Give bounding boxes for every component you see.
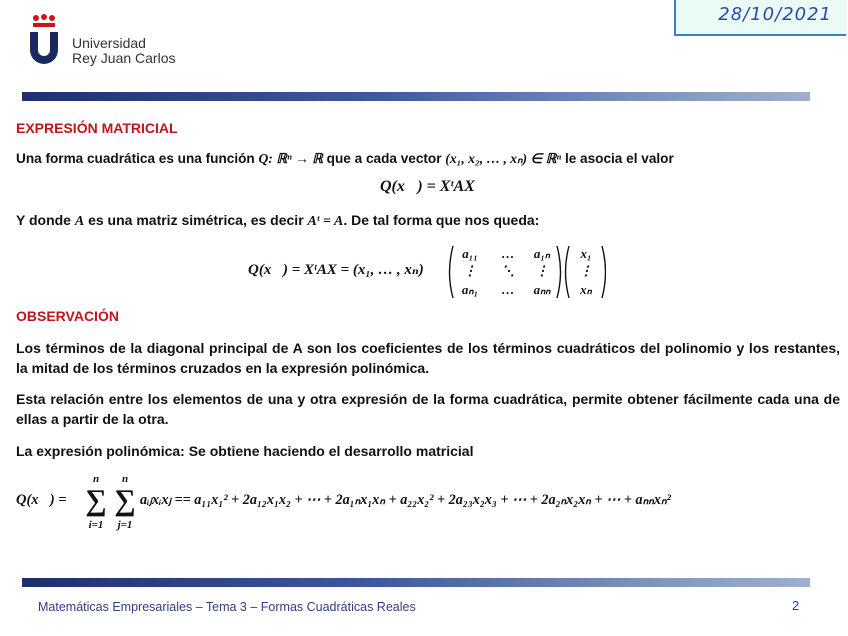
vector-cell: xₙ <box>580 282 592 297</box>
matrix-cell: a₁₁ <box>462 246 478 261</box>
definition-paragraph: Una forma cuadrática es una función Q: ℝⁿ → ℝ que a cada vector (x₁, x₂, … , xₙ) ∈ ℝⁿ le asocia el valor <box>16 151 674 166</box>
sum-upper-limit-1: n <box>92 473 100 485</box>
matrix-cell: … <box>501 282 515 297</box>
vector-right-paren <box>602 246 606 298</box>
formula-polynomial-rhs: aᵢⱼxᵢxⱼ == a₁₁x₁² + 2a₁₂x₁x₂ + ⋯ + 2a₁ₙx₁xₙ + a₂₂x₂² + 2a₂₃x₂x₃ + ⋯ + 2a₂ₙx₂xₙ + ⋯ + aₙₙxₙ² <box>140 492 671 508</box>
university-name <box>72 36 176 66</box>
matrix-cell: … <box>501 246 515 261</box>
matrix-expression <box>446 244 606 300</box>
symmetric-matrix-paragraph: Y donde A es una matriz simétrica, es decir Aᵗ = A. De tal forma que nos queda: <box>16 212 540 229</box>
formula-polynomial-lhs: Q(x⃗) = <box>16 492 67 508</box>
matrix-cell: ⋮ <box>535 263 549 278</box>
observation-paragraph-2: Esta relación entre los elementos de una y otra expresión de la forma cuadrática, permite obtener fácilmente cada una de ellas a partir de la otra. <box>16 391 840 427</box>
matrix-cell: a₁ₙ <box>533 246 551 261</box>
vector-left-paren <box>566 246 570 298</box>
matrix-left-paren <box>450 246 454 298</box>
matrix-cell: aₙ₁ <box>461 282 479 297</box>
matrix-cell: ⋱ <box>501 263 515 278</box>
sigma-symbol-1: ∑ <box>85 484 107 517</box>
sum-lower-limit-2: j=1 <box>117 519 133 531</box>
sum-upper-limit-2: n <box>121 473 129 485</box>
date-text: 28/10/2021 <box>718 4 832 25</box>
university-line1: Universidad <box>72 35 146 51</box>
footer-divider-bar <box>22 578 810 587</box>
university-line2: Rey Juan Carlos <box>72 50 176 66</box>
vector-cell: x₁ <box>580 246 592 261</box>
university-logo <box>26 14 62 66</box>
heading-observacion: OBSERVACIÓN <box>16 308 119 324</box>
observation-paragraph-3: La expresión polinómica: Se obtiene haciendo el desarrollo matricial <box>16 443 474 459</box>
double-summation <box>78 470 148 532</box>
header-divider-bar <box>22 92 810 101</box>
matrix-cell: aₙₙ <box>533 282 551 297</box>
formula-quadratic-form: Q(x⃗) = XᵗAX <box>380 178 475 195</box>
footer-course-title: Matemáticas Empresariales – Tema 3 – Formas Cuadráticas Reales <box>38 600 416 614</box>
vector-cell: ⋮ <box>579 263 593 278</box>
matrix-cell: ⋮ <box>463 263 477 278</box>
page-number: 2 <box>792 598 800 613</box>
sum-lower-limit-1: i=1 <box>88 519 104 531</box>
date-annotation <box>674 0 846 36</box>
heading-expresion-matricial: EXPRESIÓN MATRICIAL <box>16 120 178 136</box>
formula-matrix-lhs: Q(x⃗) = XᵗAX = (x₁, … , xₙ) <box>248 262 424 278</box>
observation-paragraph-1: Los términos de la diagonal principal de A son los coeficientes de los términos cuadráticos del polinomio y los restantes, la mitad de los términos cruzados en la expresión polinómica. <box>16 340 840 376</box>
sigma-symbol-2: ∑ <box>114 484 136 517</box>
matrix-right-paren <box>557 246 561 298</box>
